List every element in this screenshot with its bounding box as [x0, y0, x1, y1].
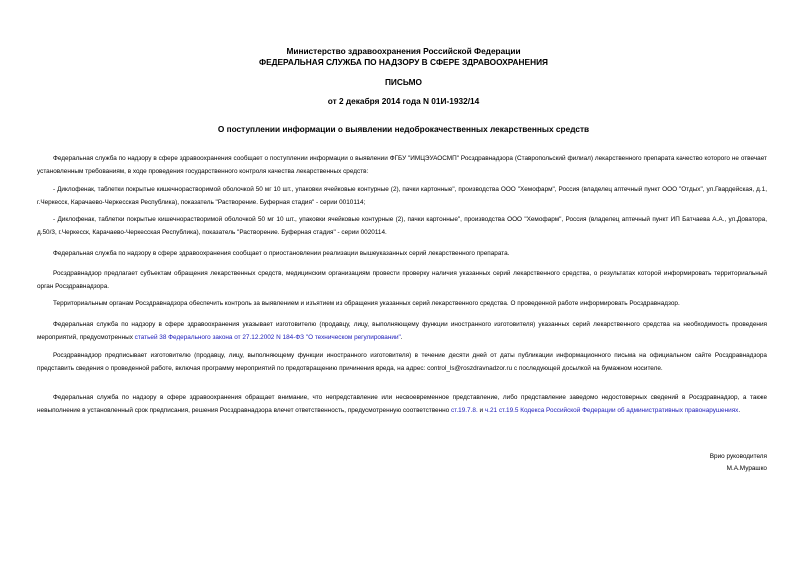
paragraph-prescription: Росздравнадзор предписывает изготовителю (продавцу, лицу, выполняющему функции иностранного изготовителя) в течение десяти дней от даты публикации информационного письма на официальном сайте Росздравнадзора представить сведения о проведенной работе, включая программу мероприятий по предотвращению причинения вреда, на адрес: control_ls@roszdravnadzor.ru с последующей досылкой на бумажном носителе. — [37, 352, 767, 373]
document-title: О поступлении информации о выявлении недоброкачественных лекарственных средств — [217, 124, 590, 134]
document-date-number: от 2 декабря 2014 года N 01И-1932/14 — [327, 96, 480, 106]
signature-block — [710, 451, 767, 475]
paragraph-liability — [37, 391, 767, 417]
paragraph-liability-text: Федеральная служба по надзору в сфере здравоохранения обращает внимание, что непредставление или несвоевременное представление, либо представление заведомо недостоверных сведений в Росздравнадзор, а также невыполнение в установленный срок предписания, решения Росздравнадзора влечет ответственность, предусмотренную соответственно — [37, 394, 767, 415]
article-19-5-part-21-link[interactable]: ч.21 ст.19.5 Кодекса Российской Федерации об административных правонарушениях — [484, 407, 739, 415]
paragraph-manufacturer-text: Федеральная служба по надзору в сфере здравоохранения указывает изготовителю (продавцу, лицу, выполняющему функции иностранного изготовителя) указанных серий лекарственного средства на необходимость проведения мероприятий, предусмотренных — [37, 321, 767, 342]
service-name: ФЕДЕРАЛЬНАЯ СЛУЖБА ПО НАДЗОРУ В СФЕРЕ ЗДРАВООХРАНЕНИЯ — [259, 57, 548, 67]
paragraph-item-1: - Диклофенак, таблетки покрытые кишечнорастворимой оболочкой 50 мг 10 шт., упаковки ячейковые контурные (2), пачки картонные", производства ООО "Хемофарм", Россия (владелец аптечный пункт ООО "Отдых", ул.Гвардейская, д.1, г.Черкесск, Карачаево-Черкесская Республика), показатель "Растворение. Буферная стадия" - серии 0010114; — [37, 186, 767, 207]
paragraph-check: Росздравнадзор предлагает субъектам обращения лекарственных средств, медицинским организациям провести проверку наличия указанных серий лекарственного средства, о результатах которой информировать территориальный орган Росздравнадзора. — [37, 270, 767, 291]
paragraph-manufacturer-end: . — [400, 334, 403, 342]
paragraph-liability-end: . — [738, 407, 741, 415]
signatory-position: Врио руководителя — [709, 453, 767, 460]
paragraph-manufacturer — [37, 318, 767, 344]
paragraph-liability-and: и — [477, 407, 485, 415]
signatory-name: М.А.Мурашко — [726, 465, 767, 472]
article-19-7-8-link[interactable]: ст.19.7.8. — [450, 407, 478, 415]
ministry-name: Министерство здравоохранения Российской Федерации — [286, 46, 521, 56]
document-type: ПИСЬМО — [384, 77, 423, 87]
paragraph-suspension: Федеральная служба по надзору в сфере здравоохранения сообщает о приостановлении реализации вышеуказанных серий лекарственного препарата. — [53, 250, 510, 257]
paragraph-territorial: Территориальным органам Росздравнадзора обеспечить контроль за выявлением и изъятием из обращения указанных серий лекарственного средства. О проведенной работе информировать Росздравнадзор. — [53, 300, 680, 307]
law-article-38-link[interactable]: статьей 38 Федерального закона от 27.12.2002 N 184-ФЗ "О техническом регулировании" — [134, 334, 401, 342]
paragraph-item-2: - Диклофенак, таблетки покрытые кишечнорастворимой оболочкой 50 мг 10 шт., упаковки ячейковые контурные (2), пачки картонные", производства ООО "Хемофарм", Россия (владелец аптечный пункт ИП Батчаева А.А., ул.Доватора, д.50/3, г.Черкесск, Карачаево-Черкесская Республика), показатель "Растворение. Буферная стадия" - серии 0020114. — [37, 216, 767, 237]
paragraph-intro: Федеральная служба по надзору в сфере здравоохранения сообщает о поступлении информации о выявлении ФГБУ "ИМЦЭУАОСМП" Росздравнадзора (Ставропольский филиал) лекарственного препарата качество которого не отвечает установленным требованиям, в ходе проведения государственного контроля качества лекарственных средств: — [37, 155, 767, 176]
